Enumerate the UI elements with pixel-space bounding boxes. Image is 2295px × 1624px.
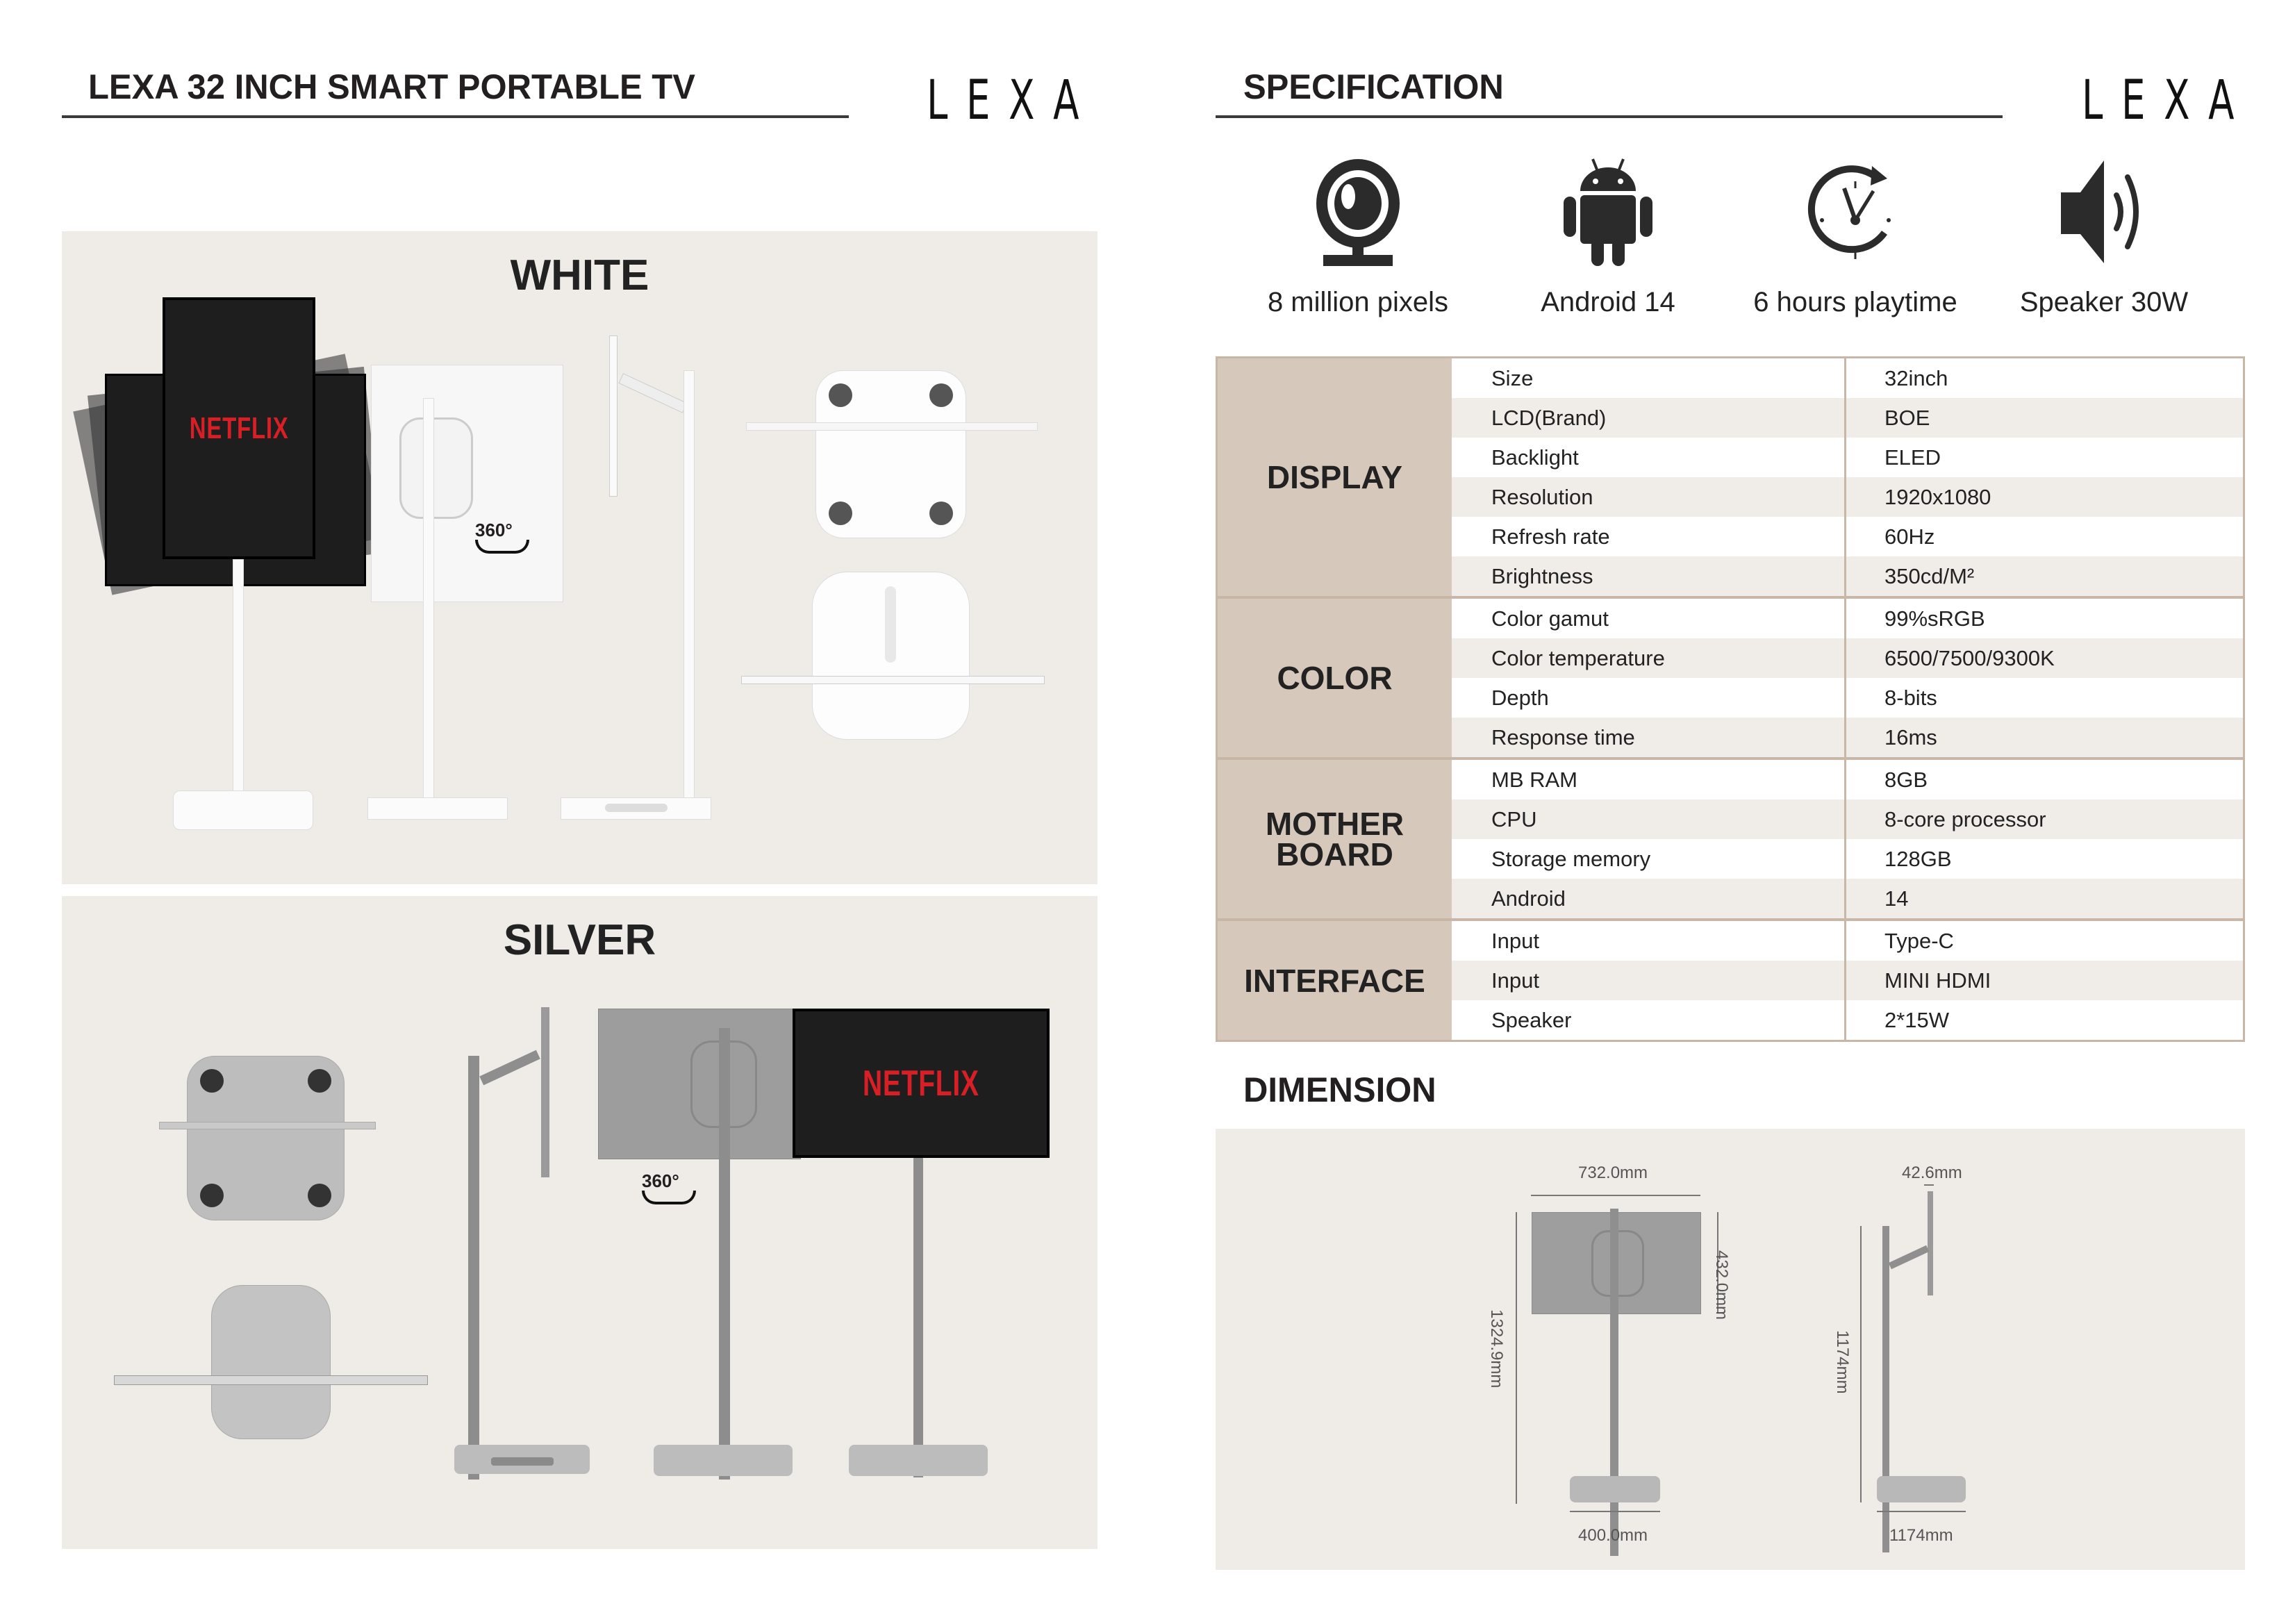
- webcam-icon: [1309, 156, 1407, 267]
- dim-line-pole-height: [1860, 1226, 1862, 1502]
- dim-line-base-width: [1570, 1511, 1660, 1512]
- title-underline: [1216, 115, 2003, 118]
- feature-label: Speaker 30W: [2019, 287, 2189, 317]
- feature-label: Android 14: [1541, 287, 1675, 317]
- stand-pole-top: [885, 586, 896, 663]
- tv-screen-landscape: [793, 1009, 1050, 1158]
- rotate-360-icon: [475, 520, 529, 554]
- spec-value: 1920x1080: [1884, 484, 1991, 509]
- spec-table: [1216, 356, 2245, 1042]
- spec-name: MB RAM: [1452, 760, 1846, 799]
- speaker-grille: [491, 1457, 554, 1466]
- dim-line-total-height: [1516, 1212, 1517, 1504]
- section-title-dimension: DIMENSION: [1243, 1070, 1436, 1109]
- feature-android: [1483, 156, 1733, 318]
- stand-base: [849, 1445, 988, 1476]
- table-row: [1452, 839, 2243, 879]
- foot-pad: [200, 1069, 224, 1093]
- table-row: [1452, 438, 2243, 477]
- spec-value: 16ms: [1884, 724, 1937, 749]
- white-tv-back-panel: [371, 365, 563, 602]
- spec-group-interface: [1218, 918, 2243, 1040]
- tv-edge-front: [114, 1375, 428, 1385]
- dim-side-depth: 42.6mm: [1902, 1163, 1962, 1182]
- brand-logo: LEXA: [2082, 69, 2253, 132]
- stand-pole: [423, 398, 434, 816]
- stand-pole: [1610, 1209, 1618, 1556]
- spec-name: Color temperature: [1452, 638, 1846, 678]
- panel-title-silver: SILVER: [503, 916, 656, 964]
- spec-value: ELED: [1884, 445, 1941, 470]
- table-row: [1452, 760, 2243, 799]
- spec-value: 6500/7500/9300K: [1884, 645, 2055, 670]
- table-row: [1452, 398, 2243, 438]
- spec-value: 128GB: [1884, 846, 1952, 871]
- side-tv-edge: [1928, 1191, 1933, 1295]
- rotate-360-label: 360°: [642, 1170, 679, 1191]
- spec-value: 99%sRGB: [1884, 606, 1985, 631]
- dim-side-base-depth: 1174mm: [1889, 1526, 1953, 1545]
- white-variant-panel: [62, 231, 1097, 884]
- android-icon: [1559, 156, 1657, 267]
- foot-pad: [829, 383, 852, 407]
- netflix-logo: NETFLIX: [189, 411, 289, 445]
- stand-base: [561, 797, 711, 820]
- stand-base: [1570, 1476, 1660, 1502]
- tv-edge-top: [159, 1122, 376, 1129]
- spec-name: Backlight: [1452, 438, 1846, 477]
- feature-battery: [1730, 156, 1980, 318]
- group-label: [1218, 760, 1452, 918]
- table-row: [1452, 638, 2243, 678]
- section-title-specification: SPECIFICATION: [1243, 67, 1504, 106]
- tv-side-edge: [541, 1007, 549, 1177]
- base-top-view: [812, 572, 970, 740]
- feature-speaker: [1979, 156, 2229, 318]
- stand-base: [367, 797, 508, 820]
- spec-name: Size: [1452, 358, 1846, 398]
- spec-value: 8GB: [1884, 767, 1928, 792]
- silver-tv-back-panel: [598, 1009, 801, 1159]
- spec-name: Speaker: [1452, 1000, 1846, 1040]
- foot-pad: [200, 1184, 224, 1207]
- table-row: [1452, 556, 2243, 596]
- table-row: [1452, 718, 2243, 757]
- foot-pad: [929, 502, 953, 525]
- dim-front-width: 732.0mm: [1578, 1163, 1648, 1182]
- table-row: [1452, 879, 2243, 918]
- spec-value: 14: [1884, 886, 1909, 911]
- group-label-line: MOTHER: [1265, 806, 1405, 842]
- stand-pole: [1882, 1226, 1889, 1552]
- spec-name: Refresh rate: [1452, 517, 1846, 556]
- table-row: [1452, 477, 2243, 517]
- clock-icon: [1807, 156, 1904, 267]
- dimension-panel: [1216, 1129, 2245, 1570]
- stand-pole: [233, 559, 244, 797]
- silver-variant-panel: [62, 896, 1097, 1549]
- speaker-icon: [2055, 156, 2153, 267]
- white-tv-rotating-front: [90, 297, 381, 853]
- speaker-grille: [605, 804, 668, 812]
- stand-pole: [468, 1056, 479, 1480]
- table-row: [1452, 599, 2243, 638]
- spec-name: Depth: [1452, 678, 1846, 718]
- table-row: [1452, 799, 2243, 839]
- spec-name: Response time: [1452, 718, 1846, 757]
- group-label: DISPLAY: [1218, 358, 1452, 596]
- tv-edge-front: [741, 676, 1045, 684]
- table-row: [1452, 358, 2243, 398]
- netflix-logo: NETFLIX: [863, 1063, 979, 1104]
- spec-group-display: [1218, 358, 2243, 596]
- group-label: COLOR: [1218, 599, 1452, 757]
- rotate-360-icon: [642, 1170, 696, 1204]
- feature-camera: [1233, 156, 1483, 318]
- table-row: [1452, 678, 2243, 718]
- foot-pad: [308, 1184, 331, 1207]
- feature-label: 6 hours playtime: [1753, 287, 1957, 317]
- dim-front-total-height: 1324.9mm: [1487, 1309, 1506, 1389]
- stand-base: [654, 1445, 793, 1476]
- vesa-mount: [399, 417, 473, 519]
- stand-pole: [719, 1028, 730, 1480]
- spec-group-color: [1218, 596, 2243, 757]
- spec-name: Brightness: [1452, 556, 1846, 596]
- base-bottom-view: [815, 370, 966, 538]
- foot-pad: [929, 383, 953, 407]
- spec-value: Type-C: [1884, 928, 1954, 953]
- dim-line-base-depth: [1877, 1511, 1966, 1512]
- spec-value: MINI HDMI: [1884, 968, 1991, 993]
- foot-pad: [308, 1069, 331, 1093]
- spec-name: LCD(Brand): [1452, 398, 1846, 438]
- group-label: INTERFACE: [1218, 921, 1452, 1040]
- brand-logo: LEXA: [927, 69, 1098, 132]
- dim-front-screen-height: 432.0mm: [1712, 1250, 1731, 1320]
- title-underline: [62, 115, 849, 118]
- spec-value: BOE: [1884, 405, 1930, 430]
- stand-base: [173, 790, 313, 830]
- tv-edge-top: [746, 422, 1038, 431]
- stand-base: [1877, 1476, 1966, 1502]
- spec-value: 8-bits: [1884, 685, 1937, 710]
- dim-line-depth: [1924, 1184, 1934, 1186]
- table-row: [1452, 961, 2243, 1000]
- dim-front-base-width: 400.0mm: [1578, 1526, 1648, 1545]
- spec-value: 2*15W: [1884, 1007, 1950, 1032]
- foot-pad: [829, 502, 852, 525]
- swivel-arm: [479, 1050, 540, 1086]
- dim-side-pole-height: 1174mm: [1833, 1330, 1852, 1394]
- spec-value: 350cd/M²: [1884, 563, 1975, 588]
- table-row: [1452, 921, 2243, 961]
- tv-side-edge: [609, 335, 618, 497]
- rotate-360-label: 360°: [475, 520, 513, 540]
- spec-name: Resolution: [1452, 477, 1846, 517]
- group-label-line: BOARD: [1276, 836, 1393, 872]
- swivel-arm: [618, 373, 687, 413]
- spec-name: Color gamut: [1452, 599, 1846, 638]
- stand-pole: [913, 1158, 923, 1477]
- spec-name: Input: [1452, 961, 1846, 1000]
- spec-name: Android: [1452, 879, 1846, 918]
- table-row: [1452, 517, 2243, 556]
- spec-group-motherboard: [1218, 757, 2243, 918]
- table-row: [1452, 1000, 2243, 1040]
- tv-screen-portrait: [163, 297, 315, 559]
- base-bottom-view: [187, 1056, 345, 1220]
- spec-value: 8-core processor: [1884, 806, 2046, 831]
- page-title: LEXA 32 INCH SMART PORTABLE TV: [88, 67, 695, 106]
- stand-pole: [683, 370, 695, 816]
- spec-name: CPU: [1452, 799, 1846, 839]
- stand-base: [454, 1445, 590, 1474]
- spec-name: Input: [1452, 921, 1846, 961]
- base-top-view: [211, 1285, 331, 1439]
- spec-name: Storage memory: [1452, 839, 1846, 879]
- dim-line-width: [1531, 1195, 1700, 1196]
- panel-title-white: WHITE: [510, 251, 649, 299]
- swivel-arm: [1889, 1245, 1930, 1269]
- spec-value: 32inch: [1884, 365, 1948, 390]
- feature-label: 8 million pixels: [1267, 287, 1449, 317]
- spec-value: 60Hz: [1884, 524, 1935, 549]
